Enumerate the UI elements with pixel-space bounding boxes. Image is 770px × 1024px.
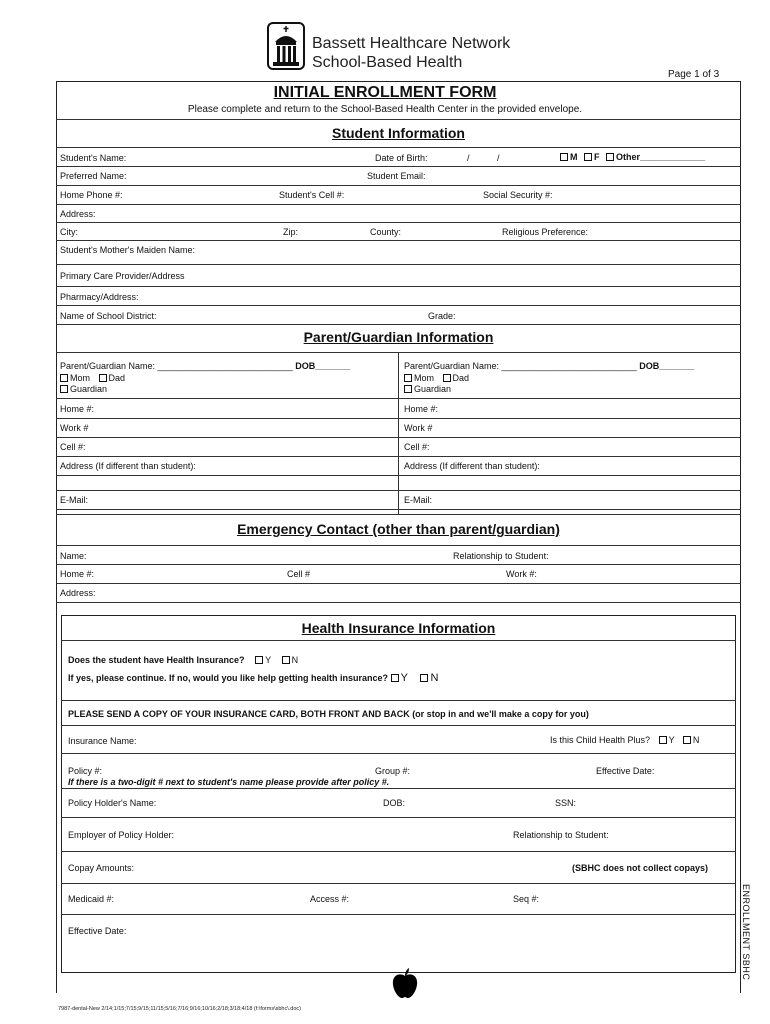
divider [56,490,741,491]
emergency-name-field[interactable]: Name: [60,551,87,561]
help-no-checkbox[interactable] [420,674,428,682]
yes-label: Y [668,735,675,745]
has-insurance-label: Does the student have Health Insurance? [68,655,245,665]
guardian2-dad-checkbox[interactable] [443,374,451,382]
guardian1-guardian-option [60,384,107,394]
guardian2-email-field[interactable]: E-Mail: [404,495,433,505]
divider [61,640,736,641]
mom-label: Mom [70,373,90,383]
organization-name [312,34,510,72]
student-info-heading: Student Information [332,125,465,141]
org-name-line2: School-Based Health [312,54,463,71]
divider [56,286,741,287]
divider [56,509,741,510]
divider [56,305,741,306]
dad-label: Dad [108,373,126,383]
guardian2-cell-field[interactable]: Cell #: [404,442,430,452]
policy-holder-ssn-field[interactable]: SSN: [555,798,577,808]
footer-code: 7987-dental-New 2/14;1/15;7/15;9/15;11/15;5/16;7/16;9/16;10/16;2/18;3/18;4/18 (f:\forms\sbhc\.doc) [58,1006,301,1012]
send-copy-notice: PLEASE SEND A COPY OF YOUR INSURANCE CARD, BOTH FRONT AND BACK (or stop in and we'll make a copy for you) [68,709,589,719]
insurance-name-field[interactable]: Insurance Name: [68,736,137,746]
help-insurance-question [68,672,438,684]
guardian1-home-field[interactable]: Home #: [60,404,95,414]
dad-label: Dad [452,373,470,383]
side-label: ENROLLMENT SBHC [741,884,751,981]
grade-field[interactable]: Grade: [428,311,456,321]
emergency-cell-field[interactable]: Cell # [287,569,311,579]
yes-label: Y [400,672,408,684]
guardian1-relation [60,373,125,383]
guardian2-name-field[interactable] [404,361,694,371]
has-insurance-yes-checkbox[interactable] [255,656,263,664]
effective-date-field[interactable]: Effective Date: [596,766,655,776]
guardian2-mom-checkbox[interactable] [404,374,412,382]
divider [56,119,741,120]
copay-amounts-field[interactable]: Copay Amounts: [68,863,135,873]
student-cell-field[interactable]: Student's Cell #: [279,190,345,200]
group-number-field[interactable]: Group #: [375,766,411,776]
divider [61,700,736,701]
female-checkbox[interactable] [584,153,592,161]
no-label: N [291,655,299,665]
guardian2-guardian-option [404,384,451,394]
guardian-label: Guardian [70,384,108,394]
header [0,0,770,82]
guardian1-name-label: Parent/Guardian Name: ___________________________ [60,361,293,371]
policy-note: If there is a two-digit # next to student's name please provide after policy #. [68,777,390,787]
divider [56,437,741,438]
policy-number-field[interactable]: Policy #: [68,766,103,776]
guardian1-guardian-checkbox[interactable] [60,385,68,393]
student-email-field[interactable]: Student Email: [367,171,426,181]
medicaid-number-field[interactable]: Medicaid #: [68,894,115,904]
apple-icon [391,968,419,1000]
no-label: N [430,672,439,684]
divider [61,914,736,915]
guardian2-dob-field[interactable]: DOB_______ [639,361,695,371]
divider [56,398,741,399]
mom-label: Mom [414,373,434,383]
divider [56,204,741,205]
divider [56,222,741,223]
chp-no-checkbox[interactable] [683,736,691,744]
divider [56,583,741,584]
divider [61,851,736,852]
guardian1-address-field[interactable]: Address (If different than student): [60,461,196,471]
male-label: M [570,152,578,162]
help-insurance-label: If yes, please continue. If no, would you like help getting health insurance? [68,673,389,683]
guardian2-guardian-checkbox[interactable] [404,385,412,393]
dob-separator: / [467,153,470,163]
divider [56,324,741,325]
student-name-field[interactable]: Student's Name: [60,153,127,163]
form-instructions: Please complete and return to the School-Based Health Center in the provided envelope. [187,104,583,115]
city-field[interactable]: City: [60,227,78,237]
org-name-line1: Bassett Healthcare Network [312,35,511,52]
child-health-plus-question [550,735,699,745]
divider [56,166,741,167]
preferred-name-field[interactable]: Preferred Name: [60,171,127,181]
divider [56,514,741,515]
guardian2-work-field[interactable]: Work # [404,423,433,433]
divider [61,817,736,818]
child-health-plus-label: Is this Child Health Plus? [550,735,651,745]
guardian-info-heading: Parent/Guardian Information [303,329,494,345]
insurance-heading: Health Insurance Information [301,620,496,636]
no-label: N [692,735,700,745]
dob-field[interactable]: Date of Birth: [375,153,428,163]
guardian1-mom-checkbox[interactable] [60,374,68,382]
yes-label: Y [265,655,272,665]
sex-options [560,152,705,162]
other-checkbox[interactable] [606,153,614,161]
ssn-field[interactable]: Social Security #: [483,190,553,200]
guardian1-work-field[interactable]: Work # [60,423,89,433]
access-number-field[interactable]: Access #: [310,894,350,904]
emergency-contact-heading: Emergency Contact (other than parent/guardian) [237,521,560,537]
county-field[interactable]: County: [370,227,402,237]
divider [61,725,736,726]
divider [56,456,741,457]
policy-holder-dob-field[interactable]: DOB: [383,798,406,808]
dob-separator: / [497,153,500,163]
divider [56,240,741,241]
primary-care-provider-field[interactable]: Primary Care Provider/Address [60,271,185,281]
emergency-home-field[interactable]: Home #: [60,569,95,579]
guardian1-dad-checkbox[interactable] [99,374,107,382]
seq-number-field[interactable]: Seq #: [513,894,540,904]
female-label: F [594,152,600,162]
guardian1-name-field[interactable] [60,361,350,371]
emergency-address-field[interactable]: Address: [60,588,96,598]
guardian2-address-field[interactable]: Address (If different than student): [404,461,540,471]
zip-field[interactable]: Zip: [283,227,299,237]
emergency-relationship-field[interactable]: Relationship to Student: [453,551,549,561]
address-field[interactable]: Address: [60,209,96,219]
guardian2-name-label: Parent/Guardian Name: ___________________________ [404,361,637,371]
has-insurance-no-checkbox[interactable] [282,656,290,664]
insurance-section [61,615,736,973]
male-checkbox[interactable] [560,153,568,161]
guardian1-dob-field[interactable]: DOB_______ [295,361,351,371]
page-number: Page 1 of 3 [668,69,720,80]
medicaid-effective-date-field[interactable]: Effective Date: [68,926,127,936]
guardian-label: Guardian [414,384,452,394]
guardian2-relation [404,373,469,383]
help-yes-checkbox[interactable] [391,674,399,682]
pharmacy-field[interactable]: Pharmacy/Address: [60,292,139,302]
employer-field[interactable]: Employer of Policy Holder: [68,830,175,840]
divider [56,545,741,546]
guardian1-email-field[interactable]: E-Mail: [60,495,89,505]
divider [56,475,741,476]
divider [56,147,741,148]
form-title: INITIAL ENROLLMENT FORM [273,84,497,101]
has-insurance-question [68,655,298,665]
divider [56,602,741,603]
holder-relationship-field[interactable]: Relationship to Student: [513,830,609,840]
guardian1-cell-field[interactable]: Cell #: [60,442,86,452]
divider [56,418,741,419]
divider [56,564,741,565]
policy-holder-name-field[interactable]: Policy Holder's Name: [68,798,157,808]
divider [56,264,741,265]
school-district-field[interactable]: Name of School District: [60,311,157,321]
mothers-maiden-name-field[interactable]: Student's Mother's Maiden Name: [60,245,195,255]
building-logo-icon [267,22,305,70]
emergency-work-field[interactable]: Work #: [506,569,537,579]
religious-preference-field[interactable]: Religious Preference: [502,227,589,237]
home-phone-field[interactable]: Home Phone #: [60,190,123,200]
divider [61,788,736,789]
other-field[interactable]: Other_____________ [616,152,706,162]
copay-note: (SBHC does not collect copays) [572,863,709,873]
divider [61,883,736,884]
divider [61,753,736,754]
divider [56,185,741,186]
guardian2-home-field[interactable]: Home #: [404,404,439,414]
chp-yes-checkbox[interactable] [659,736,667,744]
